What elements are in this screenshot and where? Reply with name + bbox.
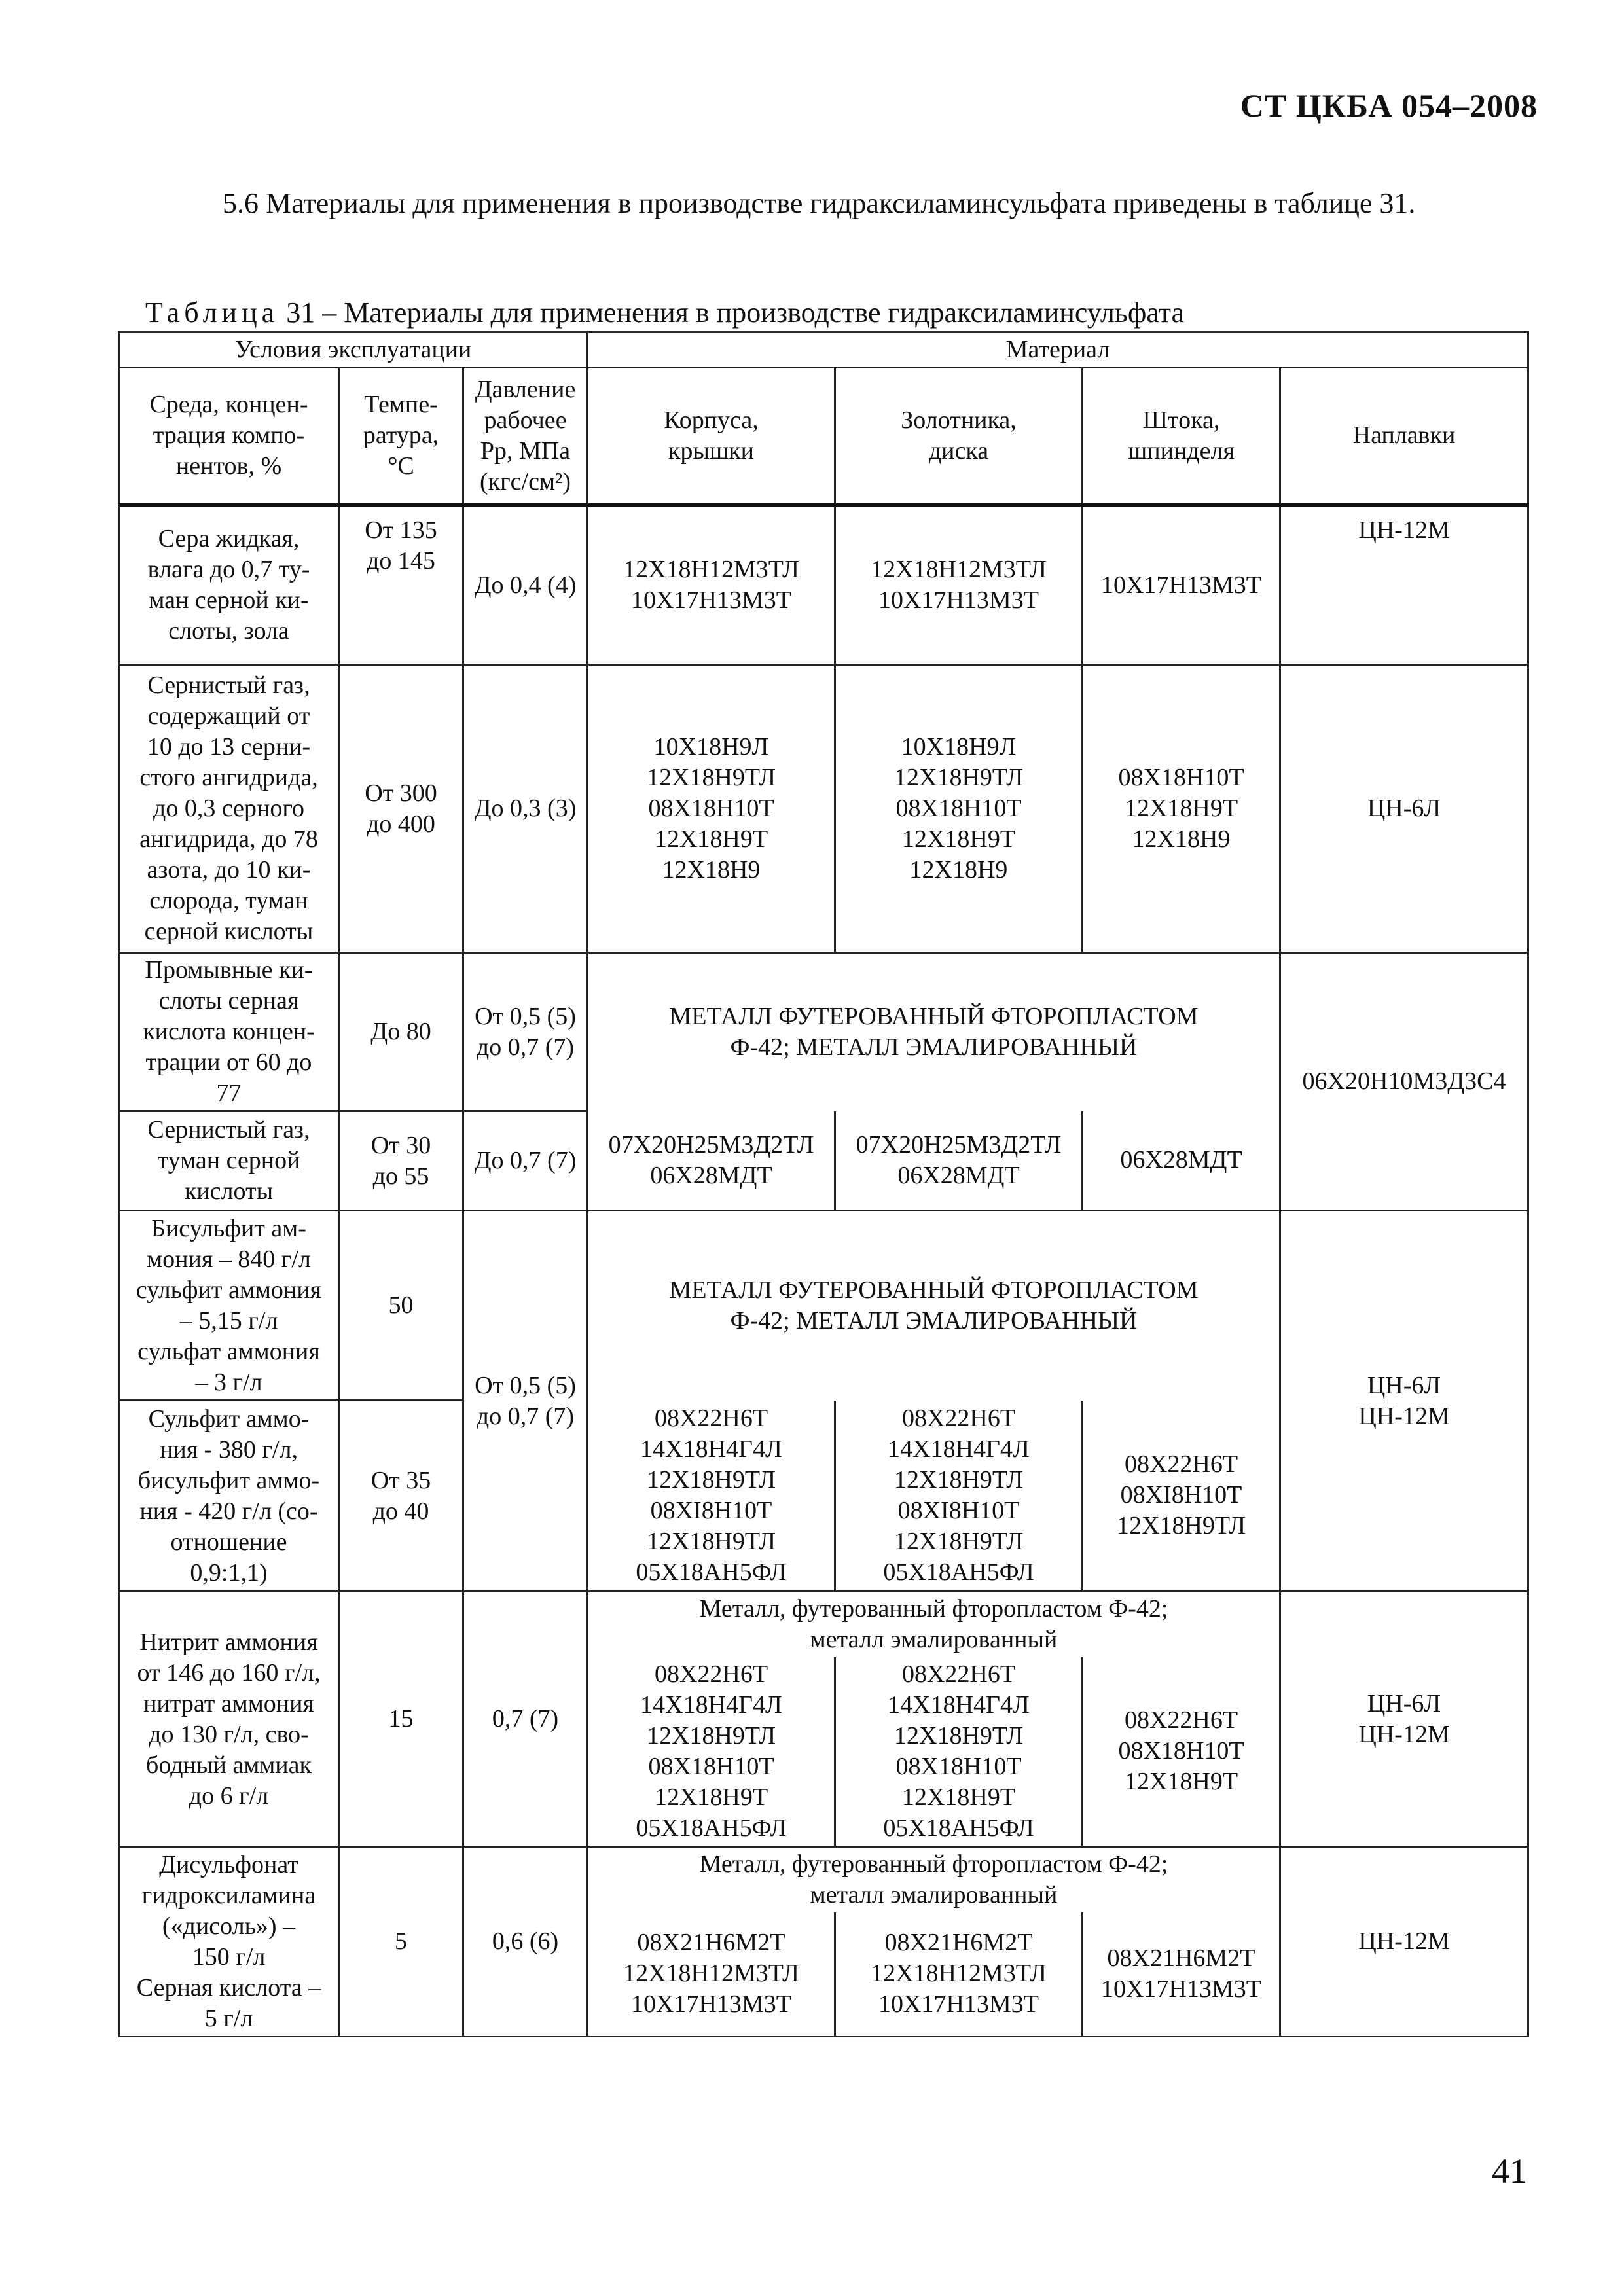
material-note-cell: Металл, футерованный фторопластом Ф-42; металл эмалированный [588, 1847, 1280, 1912]
page-number: 41 [1492, 2151, 1527, 2191]
medium-cell: Сульфит аммо- ния - 380 г/л, бисульфит аммо- ния - 420 г/л (со- отношение 0,9:1,1) [119, 1401, 339, 1592]
table-row [119, 505, 1528, 665]
table-caption [145, 296, 1184, 329]
body-material-cell: 08Х22Н6Т 14Х18Н4Г4Л 12Х18Н9ТЛ 08Х18Н10Т 12Х18Н9Т 05Х18АН5ФЛ [588, 1657, 835, 1847]
overlay-material-cell: ЦН-6Л ЦН-12М [1280, 1592, 1528, 1847]
table-row [119, 1592, 1528, 1657]
medium-cell: Сернистый газ, туман серной кислоты [119, 1111, 339, 1211]
body-material-cell: 10Х18Н9Л 12Х18Н9ТЛ 08Х18Н10Т 12Х18Н9Т 12Х18Н9 [588, 665, 835, 953]
temperature-cell: От 35 до 40 [339, 1401, 463, 1592]
disc-material-cell: 12Х18Н12М3ТЛ 10Х17Н13М3Т [835, 505, 1083, 665]
disc-material-cell: 10Х18Н9Л 12Х18Н9ТЛ 08Х18Н10Т 12Х18Н9Т 12Х18Н9 [835, 665, 1083, 953]
body-material-cell: 08Х22Н6Т 14Х18Н4Г4Л 12Х18Н9ТЛ 08ХI8Н10Т 12Х18Н9ТЛ 05Х18АН5ФЛ [588, 1401, 835, 1592]
medium-cell: Сера жидкая, влага до 0,7 ту- ман серной ки- слоты, зола [119, 505, 339, 665]
medium-cell: Нитрит аммония от 146 до 160 г/л, нитрат аммония до 130 г/л, сво- бодный аммиак до 6 г/л [119, 1592, 339, 1847]
temperature-cell: 5 [339, 1847, 463, 2037]
stem-material-cell: 10Х17Н13М3Т [1083, 505, 1280, 665]
medium-cell: Дисульфонат гидроксиламина («дисоль») – 150 г/л Серная кислота – 5 г/л [119, 1847, 339, 2037]
pressure-cell: 0,7 (7) [463, 1592, 588, 1847]
stem-material-cell: 06Х28МДТ [1083, 1111, 1280, 1211]
disc-material-cell: 08Х21Н6М2Т 12Х18Н12М3ТЛ 10Х17Н13М3Т [835, 1912, 1083, 2037]
stem-material-cell: 08Х22Н6Т 08ХI8Н10Т 12Х18Н9ТЛ [1083, 1401, 1280, 1592]
col-header-medium: Среда, концен- трация компо- нентов, % [119, 368, 339, 505]
temperature-cell: От 300 до 400 [339, 665, 463, 953]
overlay-material-cell: ЦН-12М [1280, 1847, 1528, 2037]
col-header-pressure: Давление рабочее Pр, МПа (кгс/см²) [463, 368, 588, 505]
pressure-cell: До 0,7 (7) [463, 1111, 588, 1211]
col-header-temperature: Темпе- ратура, °C [339, 368, 463, 505]
pressure-cell: От 0,5 (5) до 0,7 (7) [463, 953, 588, 1111]
disc-material-cell: 07Х20Н25М3Д2ТЛ 06Х28МДТ [835, 1111, 1083, 1211]
temperature-cell: 50 [339, 1211, 463, 1401]
materials-table [118, 331, 1529, 2037]
medium-cell: Сернистый газ, содержащий от 10 до 13 серни- стого ангидрида, до 0,3 серного ангидрида, до 78 азота, до 10 ки- слорода, туман серной кислоты [119, 665, 339, 953]
disc-material-cell: 08Х22Н6Т 14Х18Н4Г4Л 12Х18Н9ТЛ 08ХI8Н10Т 12Х18Н9ТЛ 05Х18АН5ФЛ [835, 1401, 1083, 1592]
body-material-cell: 08Х21Н6М2Т 12Х18Н12М3ТЛ 10Х17Н13М3Т [588, 1912, 835, 2037]
conditions-group-header: Условия эксплуатации [119, 332, 588, 368]
body-material-cell: 12Х18Н12М3ТЛ 10Х17Н13М3Т [588, 505, 835, 665]
medium-cell: Промывные ки- слоты серная кислота концен- трации от 60 до 77 [119, 953, 339, 1111]
pressure-cell: От 0,5 (5) до 0,7 (7) [463, 1211, 588, 1592]
overlay-material-cell: ЦН-12М [1280, 505, 1528, 665]
pressure-cell: До 0,4 (4) [463, 505, 588, 665]
col-header-overlay: Наплавки [1280, 368, 1528, 505]
stem-material-cell: 08Х21Н6М2Т 10Х17Н13М3Т [1083, 1912, 1280, 2037]
table-row [119, 1211, 1528, 1401]
disc-material-cell: 08Х22Н6Т 14Х18Н4Г4Л 12Х18Н9ТЛ 08Х18Н10Т 12Х18Н9Т 05Х18АН5ФЛ [835, 1657, 1083, 1847]
table-group-header-row [119, 332, 1528, 368]
temperature-cell: От 135 до 145 [339, 505, 463, 665]
table-caption-label: Таблица [145, 296, 280, 329]
table-caption-text: 31 – Материалы для применения в производстве гидраксиламинсульфата [286, 296, 1185, 329]
material-group-header: Материал [588, 332, 1528, 368]
document-code: СТ ЦКБА 054–2008 [1240, 87, 1538, 124]
col-header-stem: Штока, шпинделя [1083, 368, 1280, 505]
pressure-cell: До 0,3 (3) [463, 665, 588, 953]
pressure-cell: 0,6 (6) [463, 1847, 588, 2037]
table-row [119, 665, 1528, 953]
material-note-cell: Металл, футерованный фторопластом Ф-42; металл эмалированный [588, 1592, 1280, 1657]
table-row [119, 953, 1528, 1111]
overlay-material-cell: 06Х20Н10М3Д3С4 [1280, 953, 1528, 1211]
overlay-material-cell: ЦН-6Л [1280, 665, 1528, 953]
temperature-cell: 15 [339, 1592, 463, 1847]
col-header-body: Корпуса, крышки [588, 368, 835, 505]
stem-material-cell: 08Х22Н6Т 08Х18Н10Т 12Х18Н9Т [1083, 1657, 1280, 1847]
overlay-material-cell: ЦН-6Л ЦН-12М [1280, 1211, 1528, 1592]
body-material-cell: 07Х20Н25М3Д2ТЛ 06Х28МДТ [588, 1111, 835, 1211]
temperature-cell: До 80 [339, 953, 463, 1111]
material-note-cell: МЕТАЛЛ ФУТЕРОВАННЫЙ ФТОРОПЛАСТОМ Ф-42; МЕТАЛЛ ЭМАЛИРОВАННЫЙ [588, 1211, 1280, 1401]
stem-material-cell: 08Х18Н10Т 12Х18Н9Т 12Х18Н9 [1083, 665, 1280, 953]
table-column-header-row [119, 368, 1528, 505]
intro-paragraph: 5.6 Материалы для применения в производстве гидраксиламинсульфата приведены в таблице 31. [223, 187, 1416, 219]
temperature-cell: От 30 до 55 [339, 1111, 463, 1211]
material-note-cell: МЕТАЛЛ ФУТЕРОВАННЫЙ ФТОРОПЛАСТОМ Ф-42; МЕТАЛЛ ЭМАЛИРОВАННЫЙ [588, 953, 1280, 1111]
table-row [119, 1847, 1528, 1912]
medium-cell: Бисульфит ам- мония – 840 г/л сульфит аммония – 5,15 г/л сульфат аммония – 3 г/л [119, 1211, 339, 1401]
col-header-disc: Золотника, диска [835, 368, 1083, 505]
